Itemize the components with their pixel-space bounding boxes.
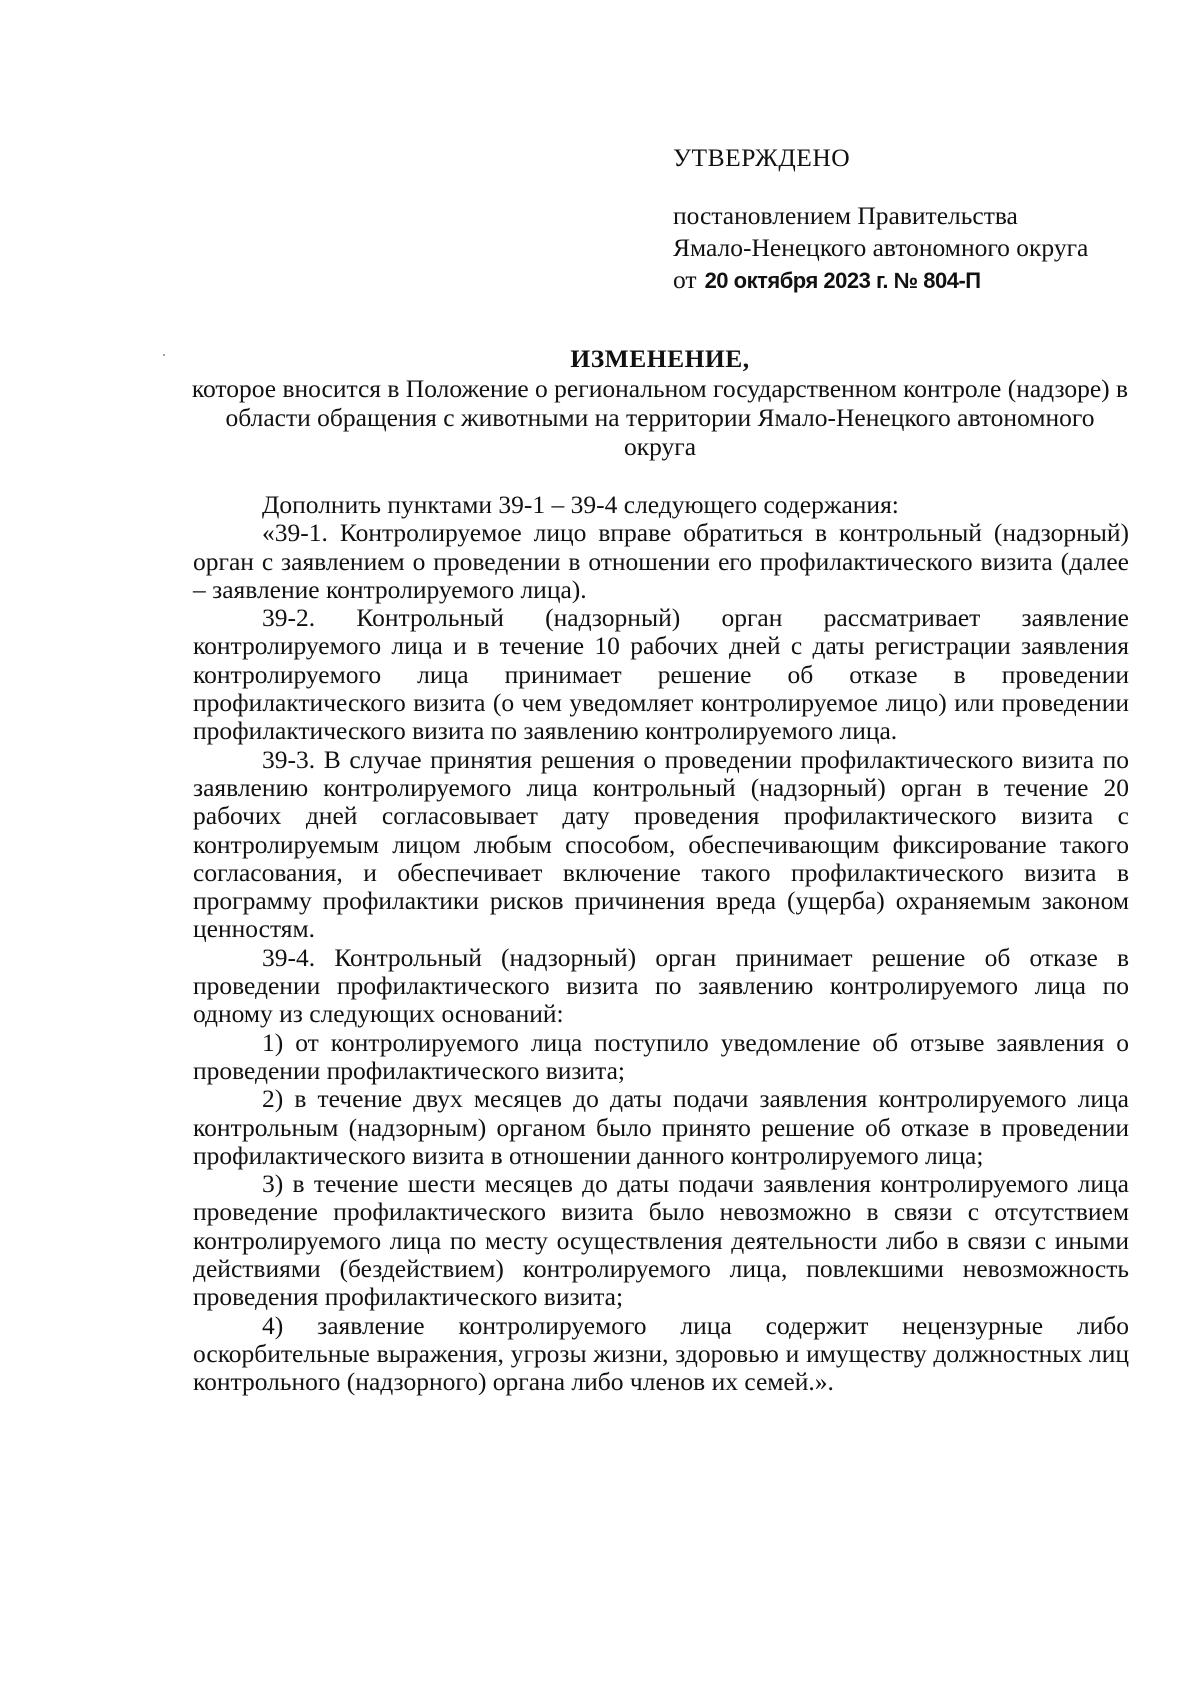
paragraph-39-2: 39-2. Контрольный (надзорный) орган рассматривает заявление контролируемого лица и в течение 10 рабочих дней с даты регистрации заявления контролируемого лица принимает решение об отказе в проведении профилактического визита (о чем уведомляет контролируемое лицо) или проведении профилактического визита по заявлению контролируемого лица. bbox=[193, 603, 1129, 746]
date-stamp: 20 октября 2023 г. № 804-П bbox=[704, 268, 981, 293]
paragraph-39-3: 39-3. В случае принятия решения о проведении профилактического визита по заявлению контролируемого лица контрольный (надзорный) орган в течение 20 рабочих дней согласовывает дату проведения профилактического визита с контролируемым лицом любым способом, обеспечивающим фиксирование такого согласования, и обеспечивает включение такого профилактического визита в программу профилактики рисков причинения вреда (ущерба) охраняемым законом ценностям. bbox=[193, 744, 1129, 944]
list-item-2: 2) в течение двух месяцев до даты подачи заявления контролируемого лица контрольным (надзорным) органом было принято решение об отказе в проведении профилактического визита в отношении данного контролируемого лица; bbox=[193, 1084, 1129, 1170]
scan-dot bbox=[163, 354, 165, 356]
paragraph-39-4: 39-4. Контрольный (надзорный) орган принимает решение об отказе в проведении профилактического визита по заявлению контролируемого лица по одному из следующих оснований: bbox=[193, 942, 1129, 1029]
approval-block bbox=[673, 142, 1143, 297]
document-body bbox=[193, 491, 1129, 1397]
approved-label: УТВЕРЖДЕНО bbox=[673, 143, 851, 172]
approval-line-2: Ямало-Ненецкого автономного округа bbox=[673, 233, 1089, 262]
document-heading bbox=[190, 344, 1130, 461]
approval-line-1: постановлением Правительства bbox=[673, 201, 1018, 230]
date-prefix: от bbox=[673, 265, 697, 294]
list-item-4: 4) заявление контролируемого лица содержит нецензурные либо оскорбительные выражения, угрозы жизни, здоровью и имуществу должностных лиц контрольного (надзорного) органа либо членов их семей.». bbox=[193, 1310, 1129, 1397]
document-subtitle: которое вносится в Положение о региональном государственном контроле (надзоре) в области обращения с животными на территории Ямало-Ненецкого автономного округа bbox=[191, 374, 1129, 461]
document-title: ИЗМЕНЕНИЕ, bbox=[570, 344, 750, 373]
paragraph-intro: Дополнить пунктами 39-1 – 39-4 следующего содержания: bbox=[262, 490, 899, 519]
paragraph-39-1: «39-1. Контролируемое лицо вправе обратиться в контрольный (надзорный) орган с заявлением о проведении в отношении его профилактического визита (далее – заявление контролируемого лица). bbox=[193, 518, 1129, 604]
list-item-1: 1) от контролируемого лица поступило уведомление об отзыве заявления о проведении профилактического визита; bbox=[193, 1027, 1129, 1085]
list-item-3: 3) в течение шести месяцев до даты подачи заявления контролируемого лица проведение профилактического визита было невозможно в связи с отсутствием контролируемого лица по месту осуществления деятельности либо в связи с иными действиями (бездействием) контролируемого лица, повлекшими невозможность проведения профилактического визита; bbox=[193, 1169, 1129, 1312]
approval-date-line bbox=[673, 264, 1143, 297]
